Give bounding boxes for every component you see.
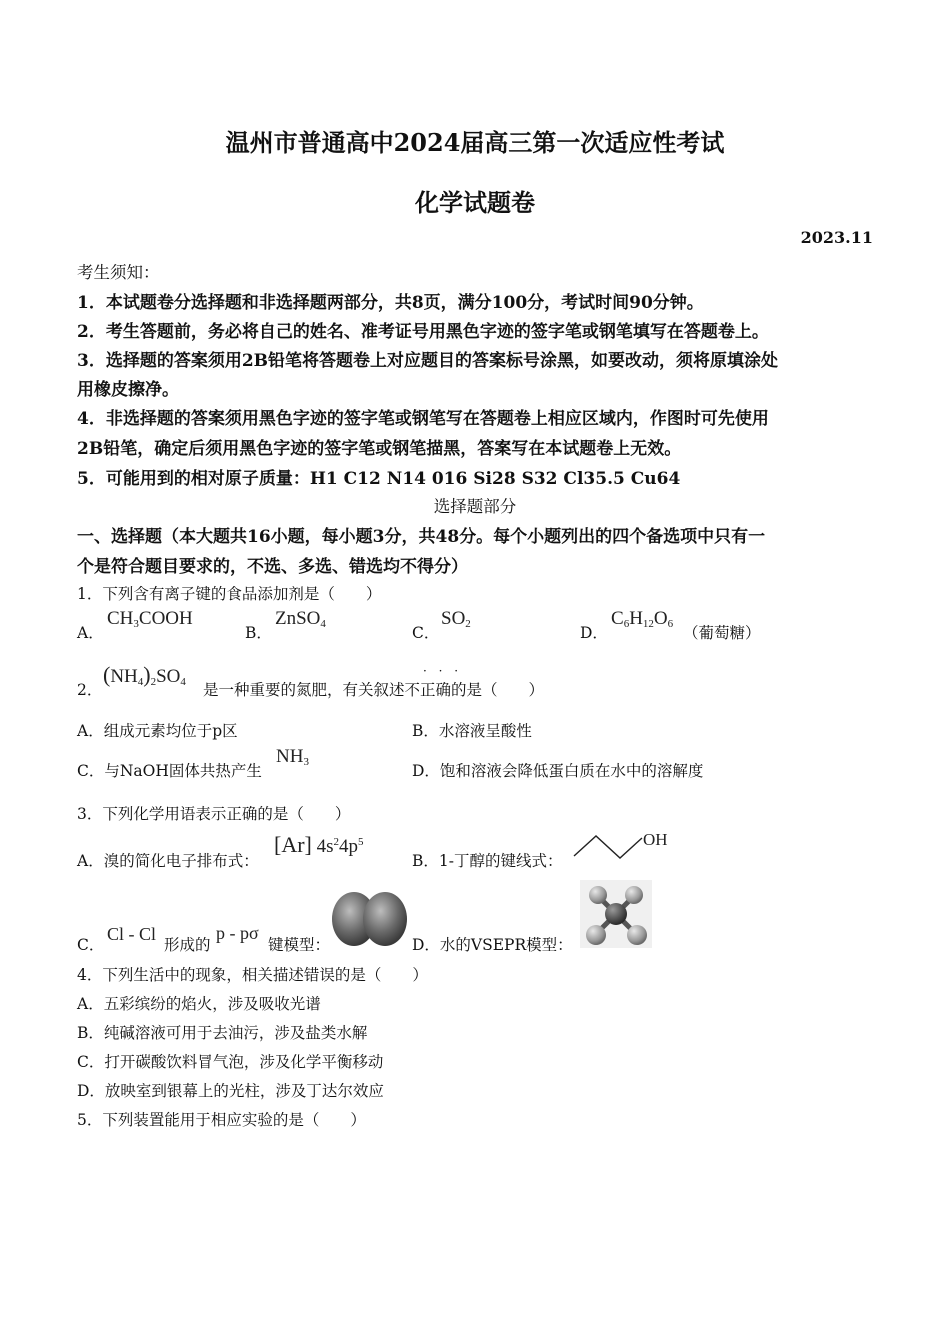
q4-option-b: B．纯碱溶液可用于去油污，涉及盐类水解 <box>77 1024 368 1042</box>
q2-option-d: D．饱和溶液会降低蛋白质在水中的溶解度 <box>412 762 704 780</box>
question-2-stem: 是一种重要的氮肥，有关叙述不正确的是（ ） <box>203 681 545 699</box>
p-p-sigma-bond-model-image <box>330 888 410 950</box>
notice-item: 2．考生答题前，务必将自己的姓名、准考证号用黑色字迹的签字笔或钢笔填写在答题卷上。 <box>77 322 769 342</box>
notice-heading: 考生须知： <box>77 263 160 282</box>
q3-option-c-label: C． <box>77 936 105 954</box>
question-5-stem: 5．下列装置能用于相应实验的是（ ） <box>77 1111 366 1129</box>
q2-emphasis-dots: · · · <box>423 664 463 678</box>
q1-formula-a: $CH_3COOH$ <box>107 608 193 630</box>
q2-option-c: C．与NaOH固体共热产生 <box>77 762 262 780</box>
hydroxyl-label: OH <box>643 830 668 849</box>
q3-formula-a: [Ar] $4s^24p^5$ <box>274 832 364 857</box>
q3-formula-ppsigma: p - pσ <box>216 923 259 943</box>
exam-subtitle: 化学试题卷 <box>415 188 535 217</box>
notice-item: 1．本试题卷分选择题和非选择题两部分，共8页，满分100分，考试时间90分钟。 <box>77 293 704 313</box>
q1-option-d: D． <box>580 624 608 642</box>
section-title: 选择题部分 <box>433 497 517 516</box>
q4-option-a: A．五彩缤纷的焰火，涉及吸收光谱 <box>77 995 321 1013</box>
q1-option-c: C． <box>412 624 440 642</box>
question-1-stem: 1．下列含有离子键的食品添加剂是（ ） <box>77 585 382 603</box>
exam-date: 2023.11 <box>800 228 873 247</box>
q1-option-d-note: （葡萄糖） <box>683 624 761 642</box>
question-4-stem: 4．下列生活中的现象，相关描述错误的是（ ） <box>77 966 428 984</box>
notice-item: 4．非选择题的答案须用黑色字迹的签字笔或钢笔写在答题卷上相应区域内，作图时可先使用 <box>77 409 769 429</box>
notice-item: 3．选择题的答案须用2B铅笔将答题卷上对应题目的答案标号涂黑，如要改动，须将原填涂处 <box>77 351 779 371</box>
notice-item: 用橡皮擦净。 <box>77 380 179 400</box>
section-instructions: 个是符合题目要求的，不选、多选、错选均不得分） <box>77 557 468 577</box>
question-3-stem: 3．下列化学用语表示正确的是（ ） <box>77 805 351 823</box>
q4-option-c: C．打开碳酸饮料冒气泡，涉及化学平衡移动 <box>77 1053 384 1071</box>
q2-formula-nh3: $NH_3$ <box>276 746 309 768</box>
option-label: A． <box>77 624 104 642</box>
q3-option-a: A．溴的简化电子排布式： <box>77 852 259 870</box>
q1-option-a <box>77 621 104 643</box>
water-vsepr-model-image <box>580 880 652 948</box>
q3-option-c-text1: 形成的 <box>164 936 211 954</box>
q1-formula-b: ZnSO$_4$ <box>275 608 326 630</box>
notice-item: 2B铅笔，确定后须用黑色字迹的签字笔或钢笔描黑，答案写在本试题卷上无效。 <box>77 439 682 459</box>
q1-option-b: B． <box>245 624 272 642</box>
q2-option-b: B．水溶液呈酸性 <box>412 722 532 740</box>
q3-option-b: B．1-丁醇的键线式： <box>412 852 563 870</box>
q3-option-d: D．水的VSEPR模型： <box>412 936 573 954</box>
carbon-chain <box>574 836 642 858</box>
q1-formula-d: $C_6H_{12}O_6$ <box>611 608 674 630</box>
q3-option-c-text2: 键模型： <box>268 936 331 954</box>
q3-formula-clcl: Cl - Cl <box>107 924 157 944</box>
exam-title: 温州市普通高中2024届高三第一次适应性考试 <box>225 128 725 157</box>
q2-formula: $(NH_4)_2SO_4$ <box>103 662 186 688</box>
q4-option-d: D．放映室到银幕上的光柱，涉及丁达尔效应 <box>77 1082 384 1100</box>
q1-formula-c: $SO_2$ <box>441 608 471 630</box>
section-instructions: 一、选择题（本大题共16小题，每小题3分，共48分。每个小题列出的四个备选项中只有一 <box>77 527 766 547</box>
butanol-skeletal-formula <box>570 828 680 864</box>
notice-item: 5．可能用到的相对原子质量：H1 C12 N14 016 Si28 S32 Cl35.5 Cu64 <box>77 469 681 489</box>
question-2-number: 2． <box>77 681 103 699</box>
q2-option-a: A．组成元素均位于p区 <box>77 722 238 740</box>
